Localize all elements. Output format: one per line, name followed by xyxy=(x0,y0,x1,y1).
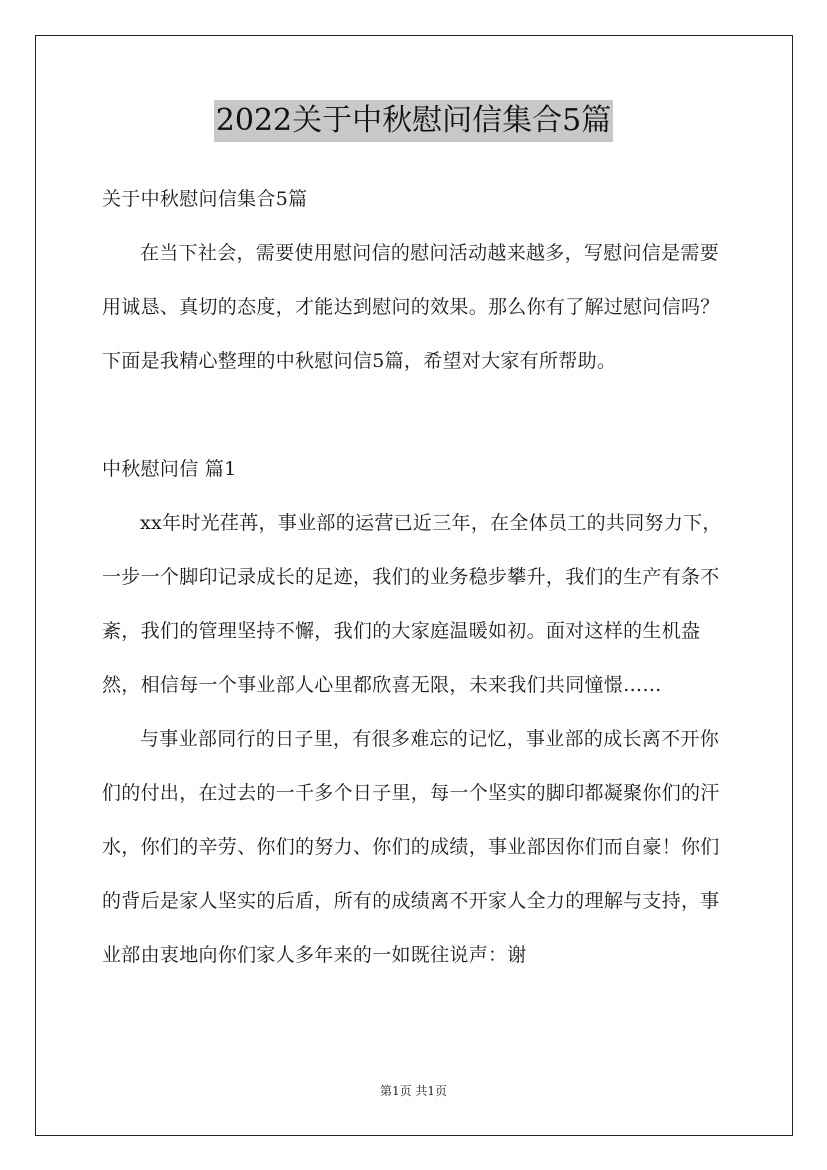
section-heading-1: 中秋慰问信 篇1 xyxy=(102,458,237,480)
page-footer: 第1页 共1页 xyxy=(379,1084,448,1098)
document-title: 2022关于中秋慰问信集合5篇 xyxy=(214,100,613,142)
document-subtitle: 关于中秋慰问信集合5篇 xyxy=(102,188,308,210)
title-container xyxy=(0,100,827,142)
section1-paragraph-1: xx年时光荏苒，事业部的运营已近三年，在全体员工的共同努力下，一步一个脚印记录成长的足迹，我们的业务稳步攀升，我们的生产有条不紊，我们的管理坚持不懈，我们的大家庭温暖如初。面对这样的生机盎然，相信每一个事业部人心里都欣喜无限，未来我们共同憧憬…… xyxy=(102,512,722,696)
intro-paragraph: 在当下社会，需要使用慰问信的慰问活动越来越多，写慰问信是需要用诚恳、真切的态度，才能达到慰问的效果。那么你有了解过慰问信吗？下面是我精心整理的中秋慰问信5篇，希望对大家有所帮助。 xyxy=(102,242,720,372)
section1-paragraph-2: 与事业部同行的日子里，有很多难忘的记忆，事业部的成长离不开你们的付出，在过去的一千多个日子里，每一个坚实的脚印都凝聚你们的汗水，你们的辛劳、你们的努力、你们的成绩，事业部因你们而自豪！你们的背后是家人坚实的后盾，所有的成绩离不开家人全力的理解与支持，事业部由衷地向你们家人多年来的一如既往说声：谢 xyxy=(102,728,720,966)
document-body xyxy=(102,172,732,982)
